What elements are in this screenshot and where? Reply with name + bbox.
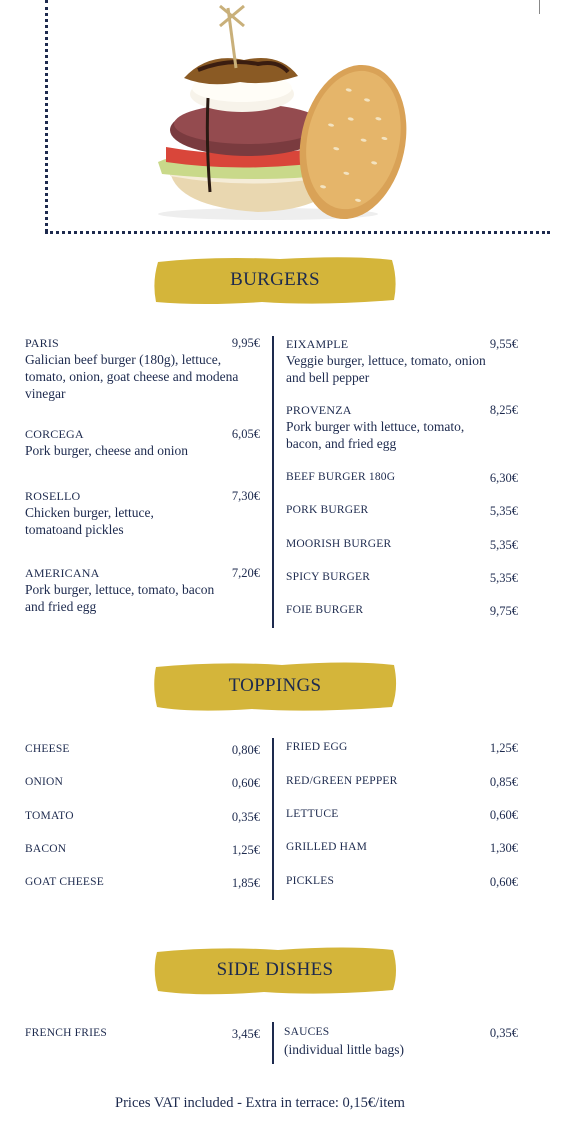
item-name: CORCEGA (25, 427, 84, 441)
item-price: 5,35€ (489, 571, 518, 585)
menu-item (25, 776, 260, 792)
item-description: Veggie burger, lettuce, tomato, onion and bell pepper (286, 353, 486, 385)
column-divider (272, 1022, 274, 1064)
item-price: 1,25€ (231, 843, 260, 857)
item-price: 1,25€ (489, 741, 518, 755)
item-name: FRENCH FRIES (25, 1027, 107, 1039)
menu-item (25, 1027, 260, 1043)
section-title: BURGERS (230, 269, 320, 290)
item-name: PICKLES (286, 875, 335, 887)
section-header-toppings (152, 660, 398, 712)
section-header-burgers (152, 254, 398, 306)
menu-item (286, 775, 518, 791)
item-price: 6,30€ (489, 471, 518, 485)
item-price: 9,75€ (489, 604, 518, 618)
item-name: ROSELLO (25, 489, 81, 503)
item-name: PROVENZA (286, 403, 352, 417)
item-description: Pork burger, cheese and onion (25, 443, 189, 458)
item-description: Pork burger with lettuce, tomato, bacon, and fried egg (286, 419, 465, 451)
item-name: GRILLED HAM (286, 841, 368, 853)
menu-item (286, 504, 518, 520)
menu-item (25, 427, 260, 463)
item-name: BEEF BURGER 180G (286, 471, 396, 483)
menu-item (286, 538, 518, 554)
frame-dashed-vertical (45, 0, 48, 232)
item-price: 0,35€ (489, 1026, 518, 1040)
item-name: BACON (25, 843, 67, 855)
item-price: 0,35€ (231, 810, 260, 824)
item-description: Pork burger, lettuce, tomato, bacon and fried egg (25, 582, 215, 614)
item-name: SAUCES (284, 1026, 330, 1038)
section-title: TOPPINGS (228, 675, 322, 696)
column-divider (272, 738, 274, 900)
menu-item (286, 875, 518, 891)
item-price: 7,30€ (231, 489, 260, 503)
menu-item (286, 337, 518, 389)
item-name: FRIED EGG (286, 741, 348, 753)
item-price: 0,60€ (489, 875, 518, 889)
menu-item (286, 808, 518, 824)
item-name: EIXAMPLE (286, 337, 349, 351)
item-description: Galician beef burger (180g), lettuce, tomato, onion, goat cheese and modena vinegar (25, 352, 239, 401)
menu-item (286, 841, 518, 857)
item-price: 8,25€ (489, 403, 518, 417)
item-name: SPICY BURGER (286, 571, 371, 583)
item-price: 6,05€ (231, 427, 260, 441)
item-price: 0,60€ (231, 776, 260, 790)
item-price: 7,20€ (231, 566, 260, 580)
item-name: TOMATO (25, 810, 74, 822)
item-name: AMERICANA (25, 566, 100, 580)
item-price: 0,60€ (489, 808, 518, 822)
menu-item (25, 743, 260, 759)
menu-item (286, 604, 518, 620)
item-name: MOORISH BURGER (286, 538, 392, 550)
menu-item (25, 336, 260, 406)
item-price: 3,45€ (231, 1027, 260, 1041)
item-name: RED/GREEN PEPPER (286, 775, 398, 787)
menu-item (286, 471, 518, 487)
item-name: ONION (25, 776, 64, 788)
menu-item (25, 876, 260, 892)
item-price: 1,30€ (489, 841, 518, 855)
menu-item (286, 403, 518, 455)
menu-item (25, 810, 260, 826)
section-title: SIDE DISHES (216, 959, 334, 980)
item-price: 0,80€ (231, 743, 260, 757)
item-price: 5,35€ (489, 504, 518, 518)
item-price: 1,85€ (231, 876, 260, 890)
item-price: 9,55€ (489, 337, 518, 351)
item-description: Chicken burger, lettuce, tomatoand pickles (25, 505, 154, 537)
menu-item (286, 741, 518, 757)
menu-item (25, 566, 260, 618)
item-price: 9,95€ (231, 336, 260, 350)
burger-photo (148, 2, 418, 222)
menu-item (286, 571, 518, 587)
item-name: FOIE BURGER (286, 604, 364, 616)
column-divider (272, 336, 274, 628)
frame-corner-mark (539, 0, 540, 14)
footer-note: Prices VAT included - Extra in terrace: 0,15€/item (115, 1095, 405, 1111)
item-price: 0,85€ (489, 775, 518, 789)
menu-item (25, 843, 260, 859)
item-description: (individual little bags) (284, 1042, 404, 1057)
item-name: PORK BURGER (286, 504, 369, 516)
item-price: 5,35€ (489, 538, 518, 552)
item-name: CHEESE (25, 743, 70, 755)
frame-dashed-horizontal (45, 231, 550, 234)
item-name: PARIS (25, 336, 59, 350)
menu-item (25, 489, 260, 541)
section-header-side-dishes (152, 944, 398, 996)
item-name: LETTUCE (286, 808, 339, 820)
menu-item (284, 1026, 518, 1062)
item-name: GOAT CHEESE (25, 876, 104, 888)
